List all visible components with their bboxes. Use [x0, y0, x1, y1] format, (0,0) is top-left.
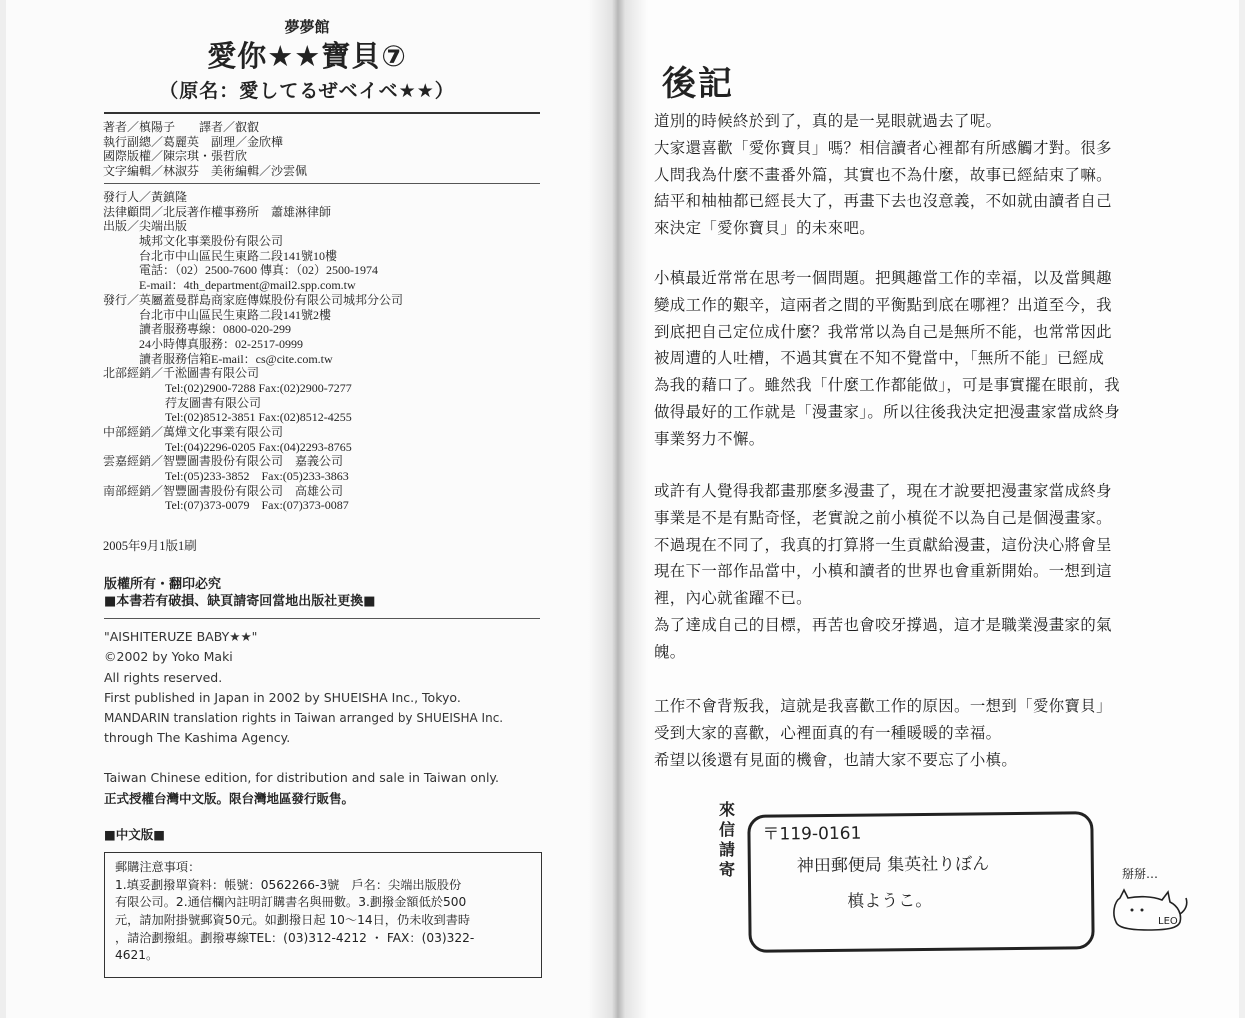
afterword-line: 來決定「愛你寶貝」的未來吧。	[654, 219, 876, 238]
afterword-line: 大家還喜歡「愛你寶貝」嗎？相信讀者心裡都有所感觸才對。很多	[654, 138, 1112, 157]
book-title: 愛你★★寶貝⑦	[207, 39, 407, 73]
farewell-caption: 掰掰…	[1122, 867, 1159, 881]
mail-order-line: 有限公司。2.通信欄內註明訂購書名與冊數。3.劃撥金額低於500	[115, 895, 467, 910]
afterword-line: 為我的藉口了。雖然我「什麼工作都能做」，可是事實擺在眼前，我	[654, 376, 1121, 395]
afterword-line: 工作不會背叛我，這就是我喜歡工作的原因。一想到「愛你寶貝」	[654, 697, 1112, 715]
north-line: Tel:(02)2900-7288 Fax:(02)2900-7277	[165, 380, 352, 395]
mail-to-label: 來 信 請 寄	[718, 800, 735, 879]
english-line: All rights reserved.	[104, 669, 223, 685]
afterword-line: 希望以後還有見面的機會，也請大家不要忘了小槙。	[654, 750, 1018, 769]
colophon-page	[0, 0, 614, 1018]
cat-signature: LEO	[1158, 916, 1178, 927]
publisher-line: 台北市中山區民生東路二段141號10樓	[139, 248, 338, 263]
english-line: First published in Japan in 2002 by SHUEISHA Inc., Tokyo.	[104, 689, 461, 705]
credit-line: 著者／槙陽子 譯者／叡叡	[103, 120, 260, 134]
publisher-line: 城邦文化事業股份有限公司	[139, 234, 284, 249]
divider	[104, 112, 540, 114]
credit-line: 執行副總／葛麗英 副理／金欣樺	[103, 134, 284, 149]
mail-order-line: 元，請加附掛號郵資50元。如劃撥日起 10～14日，仍未收到書時	[115, 913, 471, 928]
afterword-line: 道別的時候終於到了，真的是一晃眼就過去了呢。	[654, 112, 1002, 130]
english-line: ©2002 by Yoko Maki	[104, 649, 233, 665]
afterword-heading: 後記	[662, 64, 734, 104]
mail-order-line: 郵購注意事項：	[115, 860, 201, 874]
english-line: MANDARIN translation rights in Taiwan arranged by SHUEISHA Inc.	[104, 711, 504, 726]
cat-doodle-icon	[1108, 884, 1192, 936]
credit-line: 文字編輯／林淑芬 美術編輯／沙雲佩	[103, 164, 308, 179]
edition: 2005年9月1版1刷	[103, 539, 197, 553]
afterword-line: 裡，內心就雀躍不已。	[654, 589, 812, 608]
english-line: through The Kashima Agency.	[104, 730, 291, 746]
postal-code: 〒119-0161	[762, 823, 862, 845]
north-distributor: 北部經銷／千淞圖書有限公司	[103, 366, 260, 381]
distribution-line: 台北市中山區民生東路二段141號2樓	[139, 307, 332, 322]
afterword-line: 魄。	[654, 642, 686, 661]
afterword-line: 事業努力不懈。	[654, 429, 765, 448]
north-line: 荇友圖書有限公司	[165, 395, 262, 410]
afterword-line: 受到大家的喜歡，心裡面真的有一種暖暖的幸福。	[654, 723, 1002, 742]
south-distributor: 南部經銷／智豐圖書股份有限公司 高雄公司	[103, 483, 344, 498]
afterword-line: 事業是不是有點奇怪，老實說之前小槙從不以為自己是個漫畫家。	[654, 508, 1112, 527]
afterword-line: 不過現在不同了，我真的打算將一生貢獻給漫畫，這份決心將會呈	[654, 535, 1112, 554]
publisher-line: 電話：（02）2500-7600 傳真：（02）2500-1974	[139, 263, 378, 278]
afterword-line: 做得最好的工作就是「漫畫家」。所以往後我決定把漫畫家當成終身	[654, 402, 1121, 421]
afterword-line: 人問我為什麼不畫番外篇，其實也不為什麼，故事已經結束了嘛。	[654, 165, 1112, 184]
publisher-line: E-mail：4th_department@mail2.spp.com.tw	[139, 278, 356, 293]
divider	[104, 618, 540, 619]
mail-order-line: 4621。	[115, 948, 159, 963]
divider	[104, 183, 540, 184]
afterword-paragraph-4	[654, 693, 1112, 773]
credit-line: 國際版權／陳宗琪・張哲欣	[103, 149, 248, 164]
afterword-paragraph-3	[654, 478, 1112, 666]
english-line: "AISHITERUZE BABY★★"	[104, 629, 258, 644]
afterword-line: 到底把自己定位成什麼？我常常以為自己是無所不能，也常常因此	[654, 322, 1112, 341]
damaged-notice: ■本書若有破損、缺頁請寄回當地出版社更換■	[104, 594, 376, 609]
afterword-line: 小槙最近常常在思考一個問題。把興趣當工作的幸福，以及當興趣	[654, 269, 1112, 287]
rights-notice: 版權所有・翻印必究	[104, 577, 222, 592]
author-name: 槙ようこ。	[847, 890, 933, 912]
afterword-line: 結平和柚柚都已經長大了，再畫下去也沒意義，不如就由讀者自己	[654, 192, 1112, 211]
afterword-line: 或許有人覺得我都畫那麼多漫畫了，現在才說要把漫畫家當成終身	[654, 482, 1112, 500]
issuer: 發行人／黃鎮隆	[103, 190, 188, 204]
central-distributor: 中部經銷／萬燁文化事業有限公司	[103, 425, 284, 439]
publisher-label: 出版／尖端出版	[103, 219, 188, 234]
publishing-info	[103, 190, 403, 513]
afterword-line: 現在下一部作品當中，小槙和讀者的世界也會重新開始。一想到這	[654, 562, 1112, 581]
mail-order-line: 1.填妥劃撥單資料：帳號：0562266-3號 戶名：尖端出版股份	[115, 877, 462, 892]
taiwan-edition-en: Taiwan Chinese edition, for distribution and sale in Taiwan only.	[104, 770, 500, 785]
distribution-line: 24小時傳真服務：02-2517-0999	[139, 336, 303, 351]
english-rights	[104, 627, 503, 749]
publisher-name: 夢夢館	[284, 18, 330, 36]
afterword-line: 被周遭的人吐槽，不過其實在不知不覺當中，「無所不能」已經成	[654, 349, 1105, 368]
distribution-label: 發行／英屬蓋曼群島商家庭傳媒股份有限公司城邦分公司	[103, 292, 404, 307]
legal-advisor: 法律顧問／北辰著作權事務所 蕭雄淋律師	[103, 204, 332, 219]
mail-order-line: ，請洽劃撥組。劃撥專線TEL：(03)312-4212 ・ FAX：(03)322-	[115, 930, 475, 945]
afterword-line: 為了達成自己的目標，再苦也會咬牙撐過，這才是職業漫畫家的氣	[654, 615, 1112, 634]
original-title: （原名：愛してるぜベイベ★★）	[159, 80, 455, 102]
mailing-address-box	[747, 811, 1094, 953]
south-line: Tel:(07)373-0079 Fax:(07)373-0087	[165, 498, 349, 513]
mail-order-text	[115, 859, 474, 965]
distribution-line: 讀者服務信箱E-mail：cs@cite.com.tw	[139, 351, 333, 366]
afterword-paragraph-1	[654, 108, 1112, 242]
credits-block	[103, 120, 307, 179]
book-gutter	[588, 0, 648, 1018]
scan-edge	[0, 0, 6, 1018]
scan-edge	[1239, 0, 1245, 1018]
taiwan-edition-zh: 正式授權台灣中文版。限台灣地區發行販售。	[104, 791, 355, 806]
distribution-line: 讀者服務專線：0800-020-299	[139, 322, 291, 337]
afterword-paragraph-2	[654, 265, 1120, 453]
chiayi-line: Tel:(05)233-3852 Fax:(05)233-3863	[165, 469, 349, 484]
chinese-edition-label: ■中文版■	[104, 827, 166, 842]
central-line: Tel:(04)2296-0205 Fax:(04)2293-8765	[165, 439, 352, 454]
north-line: Tel:(02)8512-3851 Fax:(02)8512-4255	[165, 410, 352, 425]
afterword-line: 變成工作的艱辛，這兩者之間的平衡點到底在哪裡？出道至今，我	[654, 295, 1112, 314]
chiayi-distributor: 雲嘉經銷／智豐圖書股份有限公司 嘉義公司	[103, 454, 344, 469]
address-line: 神田郵便局 集英社りぼん	[796, 854, 990, 877]
mail-order-box	[104, 852, 542, 978]
